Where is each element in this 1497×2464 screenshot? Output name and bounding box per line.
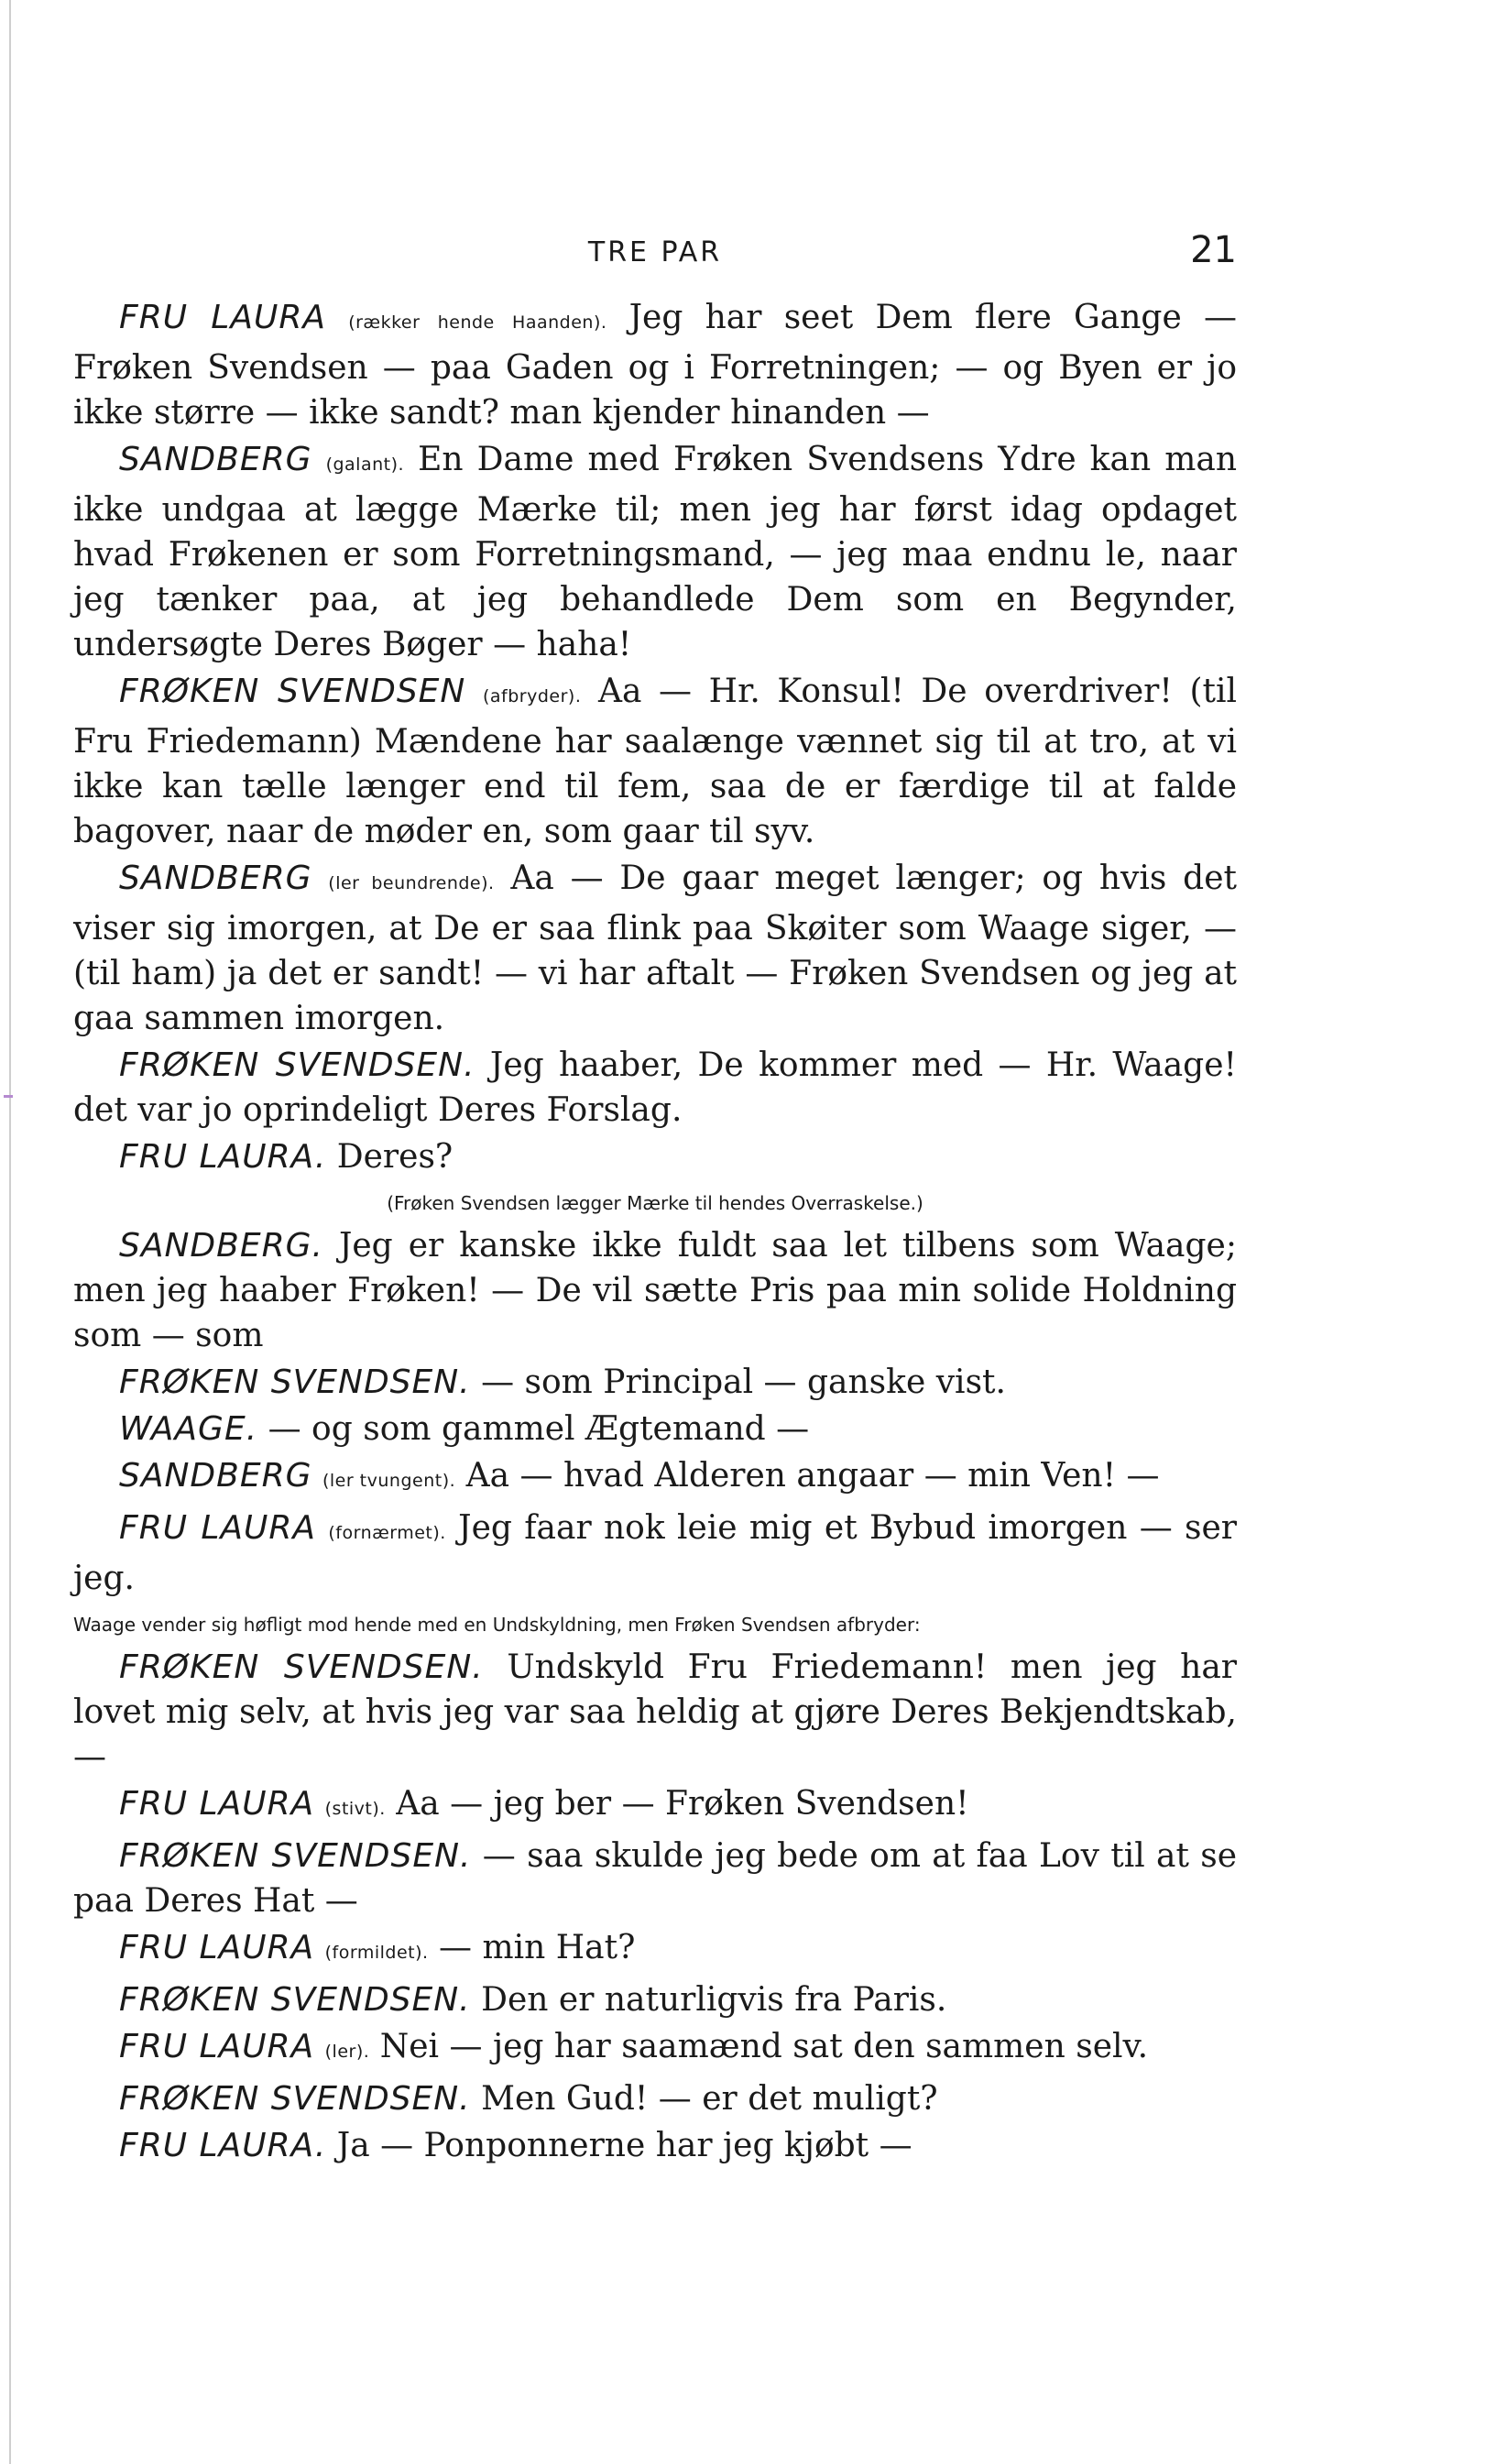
speaker-name: FRØKEN SVENDSEN [119,673,466,710]
speech-line [73,2123,1237,2168]
speech-line [73,1834,1237,1923]
speech-text: Ja — Ponponnerne har jeg kjøbt — [336,2127,912,2164]
speech-text: Den er naturligvis fra Paris. [481,1981,947,2019]
speaker-name: SANDBERG [119,860,312,897]
stage-direction-inline: (ler beundrende). [328,873,495,893]
speech-text: Jeg haaber, De kommer med — Hr. Waage! det var jo oprindeligt Deres Forslag. [73,1046,1237,1129]
speaker-name: FRU LAURA [119,1929,315,1966]
stage-direction-inline: (fornærmet). [328,1523,446,1543]
scan-mark [4,1095,13,1098]
speech-text: Jeg er kanske ikke fuldt saa let tilbens som Waage; men jeg haaber Frøken! — De vil sætte Pris paa min solide Holdning som — som [73,1227,1237,1354]
speech-text: — som Principal — ganske vist. [481,1363,1006,1401]
speech-text: En Dame med Frøken Svendsens Ydre kan man ikke undgaa at lægge Mærke til; men jeg har først idag opdaget hvad Frøkenen er som Forretningsmand, — jeg maa endnu le, naar jeg tænker paa, at jeg behandlede Dem som en Begynder, undersøgte Deres Bøger — haha! [73,441,1237,663]
speech-text: — saa skulde jeg bede om at faa Lov til at se paa Deres Hat — [73,1837,1237,1920]
speech-text: Deres? [336,1138,453,1176]
speaker-name: FRU LAURA. [119,1138,327,1176]
speaker-name: WAAGE. [119,1410,258,1448]
speech-line [73,856,1237,1041]
page-header [73,229,1237,284]
speech-line [73,437,1237,667]
speaker-name: FRØKEN SVENDSEN. [119,1648,484,1686]
speech-line [73,1781,1237,1832]
speech-line [73,2024,1237,2075]
stage-direction-inline: (stivt). [324,1799,386,1819]
speech-line [73,1223,1237,1358]
speaker-name: FRØKEN SVENDSEN. [119,1837,472,1875]
speech-text: — min Hat? [439,1929,636,1966]
stage-direction-inline: (afbryder). [482,686,582,706]
speech-line [73,1645,1237,1780]
speech-line [73,1360,1237,1405]
stage-direction-inline: (galant). [325,454,405,475]
book-page [73,229,1237,2170]
speaker-name: FRU LAURA [119,2028,315,2065]
speech-line [73,1977,1237,2022]
stage-direction-inline: (formildet). [324,1943,429,1963]
speech-line [73,1407,1237,1451]
speech-line [73,2076,1237,2121]
play-text [73,295,1237,2168]
stage-direction-inline: (rækker hende Haanden). [348,312,607,333]
speaker-name: FRU LAURA [119,1509,317,1547]
speech-text: — og som gammel Ægtemand — [268,1410,810,1448]
speaker-name: FRØKEN SVENDSEN. [119,1363,471,1401]
page-number: 21 [1190,229,1237,271]
speech-text: Men Gud! — er det muligt? [481,2080,938,2118]
speaker-name: SANDBERG [119,1457,312,1495]
speech-text: Aa — Hr. Konsul! De overdriver! (til Fru Friedemann) Mændene har saalænge vænnet sig til at tro, at vi ikke kan tælle længer end til fem, saa de er færdige til at falde bagover, naar de møder en, som gaar til syv. [73,673,1237,850]
speaker-name: FRU LAURA. [119,2127,327,2164]
speaker-name: FRØKEN SVENDSEN. [119,2080,471,2118]
speech-line [73,295,1237,435]
speaker-name: FRU LAURA [119,1785,315,1823]
speech-line [73,1925,1237,1976]
speech-text: Aa — hvad Alderen angaar — min Ven! — [465,1457,1160,1495]
scan-edge [9,0,11,2464]
speech-text: Undskyld Fru Friedemann! men jeg har lovet mig selv, at hvis jeg var saa heldig at gjøre Deres Bekjendtskab, — [73,1648,1237,1776]
speech-line [73,1506,1237,1601]
stage-direction: (Frøken Svendsen lægger Mærke til hendes Overraskelse.) [387,1192,923,1214]
speaker-name: FRØKEN SVENDSEN. [119,1046,475,1084]
stage-direction-inline: (ler). [324,2042,370,2062]
speaker-name: FRU LAURA [119,299,326,336]
speech-text: Aa — De gaar meget længer; og hvis det viser sig imorgen, at De er saa flink paa Skøiter som Waage siger, — (til ham) ja det er sandt! — vi har aftalt — Frøken Svendsen og jeg at gaa sammen imorgen. [73,860,1237,1037]
stage-direction: Waage vender sig høfligt mod hende med en Undskyldning, men Frøken Svendsen afbryder: [73,1614,921,1636]
speaker-name: FRØKEN SVENDSEN. [119,1981,471,2019]
speech-line [73,1453,1237,1504]
speaker-name: SANDBERG [119,441,312,478]
speech-text: Jeg faar nok leie mig et Bybud imorgen — ser jeg. [73,1509,1237,1597]
speech-text: Aa — jeg ber — Frøken Svendsen! [396,1785,969,1823]
speech-line [73,1043,1237,1133]
running-head: TRE PAR [587,236,723,268]
speech-text: Jeg har seet Dem flere Gange — Frøken Svendsen — paa Gaden og i Forretningen; — og Byen er jo ikke større — ikke sandt? man kjender hinanden — [73,299,1237,432]
speech-line [73,669,1237,854]
speech-line [73,1134,1237,1179]
speech-text: Nei — jeg har saamænd sat den sammen selv. [379,2028,1149,2065]
stage-direction-inline: (ler tvungent). [322,1471,456,1491]
speaker-name: SANDBERG. [119,1227,323,1265]
